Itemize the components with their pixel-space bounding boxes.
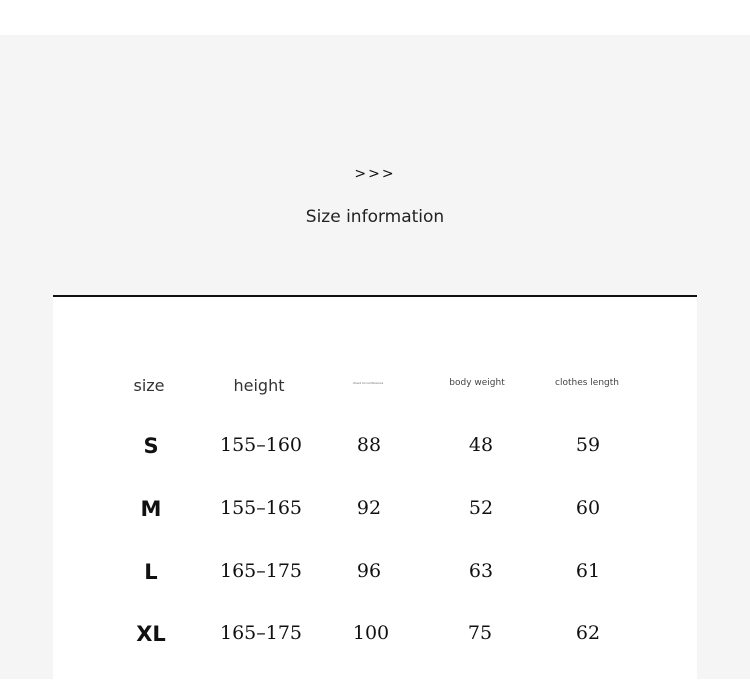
row-height-value: 165–175	[219, 622, 303, 644]
column-header-size: size	[133, 376, 165, 395]
row-length-value: 62	[575, 622, 601, 644]
row-length-value: 59	[575, 434, 601, 456]
row-weight-value: 75	[467, 622, 493, 644]
row-weight-value: 48	[468, 434, 494, 456]
row-size-label: S	[143, 434, 159, 458]
row-height-value: 165–175	[219, 560, 303, 582]
row-chest-value: 100	[352, 622, 390, 644]
row-chest-value: 92	[356, 497, 382, 519]
row-length-value: 60	[575, 497, 601, 519]
column-header-height: height	[233, 376, 285, 395]
row-size-label: M	[140, 497, 162, 521]
row-chest-value: 96	[356, 560, 382, 582]
decorative-arrows: >>>	[354, 166, 396, 182]
section-title: Size information	[305, 207, 445, 227]
column-header-length: clothes length	[555, 378, 619, 388]
row-size-label: L	[144, 560, 158, 584]
column-header-weight: body weight	[449, 378, 505, 388]
size-table	[53, 295, 697, 681]
row-weight-value: 63	[468, 560, 494, 582]
row-weight-value: 52	[468, 497, 494, 519]
column-header-chest: chest circumference	[352, 381, 384, 385]
row-chest-value: 88	[356, 434, 382, 456]
row-height-value: 155–165	[219, 497, 303, 519]
size-info-section	[0, 35, 750, 679]
row-height-value: 155–160	[219, 434, 303, 456]
row-length-value: 61	[575, 560, 601, 582]
row-size-label: XL	[136, 622, 166, 646]
